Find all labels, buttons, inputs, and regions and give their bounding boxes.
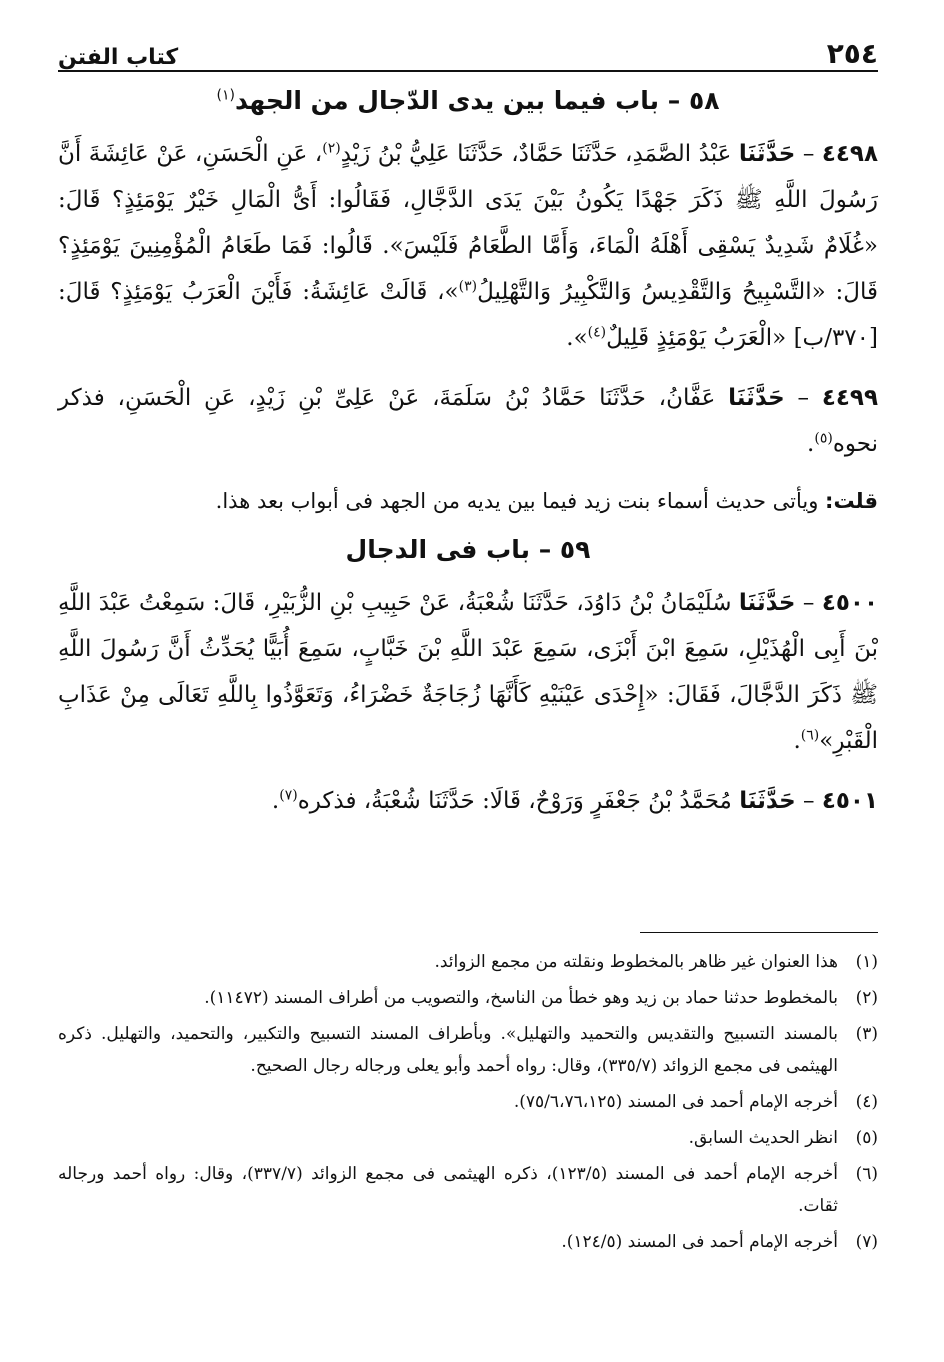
footnote-marker: (٣): [855, 1024, 878, 1044]
chapter-heading-58: [58, 86, 878, 115]
hadith-text: »، قَالَتْ عَائِشَةُ: فَأَيْنَ الْعَرَبُ يَوْمَئِذٍ؟ قَالَ: [٣٧٠/ب] «الْعَرَبُ يَوْمَئِذٍ قَلِيلٌ: [58, 279, 878, 351]
hadith-text: .: [271, 788, 280, 814]
footnote-text: هذا العنوان غير ظاهر بالمخطوط ونقلته من مجمع الزوائد.: [434, 952, 838, 972]
editor-note: [58, 481, 878, 521]
hadith-text: .: [807, 431, 815, 457]
hadith-4501: [58, 778, 878, 824]
hadith-text: مُحَمَّدُ بْنُ جَعْفَرٍ وَرَوْحٌ، قَالَا: حَدَّثَنَا شُعْبَةُ، فذكره: [297, 788, 740, 814]
hadith-text: سُلَيْمَانُ بْنُ دَاوُدَ، حَدَّثَنَا شُعْبَةُ، عَنْ حَبِيبِ بْنِ الزُّبَيْرِ، قَالَ: سَمِعْتُ عَبْدَ اللَّهِ بْنَ أَبِى الْهُذَيْلِ، سَمِعَ ابْنَ أَبْزَى، سَمِعَ عَبْدَ اللَّهِ بْنَ خَبَّابٍ، سَمِعَ أُبَيًّا يُحَدِّثُ أَنَّ رَسُولَ اللَّهِ ﷺ ذَكَرَ الدَّجَّالَ، فَقَالَ: «إِحْدَى عَيْنَيْهِ كَأَنَّهَا زُجَاجَةٌ خَضْرَاءُ، وَتَعَوَّذُوا بِاللَّهِ تَعَالَى مِنْ عَذَابِ الْقَبْرِ»: [58, 590, 878, 754]
footnote-7: [58, 1226, 878, 1258]
footnote-text: أخرجه الإمام أحمد فى المسند (١٢٤/٥).: [561, 1232, 838, 1252]
footnote-ref: (١): [216, 87, 235, 104]
hadith-dash: –: [795, 590, 822, 616]
hadith-text: عَبْدُ الصَّمَدِ، حَدَّثَنَا حَمَّادٌ، حَدَّثَنَا عَلِيُّ بْنُ زَيْدٍ: [340, 141, 739, 167]
hadith-opening: حَدَّثَنَا: [739, 788, 796, 814]
footnote-3: [58, 1018, 878, 1082]
hadith-opening: حَدَّثَنَا: [738, 141, 796, 167]
footnotes: [58, 946, 878, 1262]
hadith-text: عَفَّانُ، حَدَّثَنَا حَمَّادُ بْنُ سَلَمَةَ، عَنْ عَلِىِّ بْنِ زَيْدٍ، عَنِ الْحَسَنِ، فذكر نحوه: [58, 385, 878, 457]
footnote-ref: (٦): [800, 727, 820, 744]
footnote-marker: (٥): [855, 1128, 878, 1148]
footnote-text: بالمسند التسبيح والتقديس والتحميد والتهليل». وبأطراف المسند التسبيح والتكبير، والتحميد، والتهليل. ذكره الهيثمى فى مجمع الزوائد (٣٣٥/٧)، وقال: رواه أحمد وأبو يعلى ورجاله رجال الصحيح.: [58, 1024, 838, 1076]
hadith-dash: –: [784, 385, 822, 411]
footnote-1: [58, 946, 878, 978]
hadith-4498: [58, 131, 878, 361]
hadith-dash: –: [795, 141, 822, 167]
hadith-opening: حَدَّثَنَا: [728, 385, 785, 411]
hadith-number: ٤٤٩٩: [821, 385, 878, 411]
footnote-text: انظر الحديث السابق.: [688, 1128, 838, 1148]
running-head: [58, 30, 878, 72]
hadith-number: ٤٥٠١: [821, 788, 878, 814]
page: [58, 30, 878, 1252]
hadith-text: ، عَنِ الْحَسَنِ، عَنْ عَائِشَةَ أَنَّ رَسُولَ اللَّهِ ﷺ ذَكَرَ جَهْدًا يَكُونُ بَيْنَ يَدَى الدَّجَّالِ، فَقَالُوا: أَىُّ الْمَالِ خَيْرٌ يَوْمَئِذٍ؟ قَالَ: «غُلَامٌ شَدِيدٌ يَسْقِى أَهْلَهُ الْمَاءَ، وَأَمَّا الطَّعَامُ فَلَيْسَ». قَالُوا: فَمَا طَعَامُ الْمُؤْمِنِينَ يَوْمَئِذٍ؟ قَالَ: «التَّسْبِيحُ وَالتَّقْدِيسُ وَالتَّكْبِيرُ وَالتَّهْلِيلُ: [58, 141, 878, 305]
hadith-4500: [58, 580, 878, 764]
page-number: ٢٥٤: [826, 37, 878, 70]
footnote-marker: (٢): [855, 988, 878, 1008]
hadith-text: ».: [566, 325, 588, 351]
editor-note-text: ويأتى حديث أسماء بنت زيد فيما بين يديه من الجهد فى أبواب بعد هذا.: [215, 489, 826, 513]
footnote-text: أخرجه الإمام أحمد فى المسند (٧٥/٦،٧٦،١٢٥).: [513, 1092, 838, 1112]
footnote-text: أخرجه الإمام أحمد فى المسند (١٢٣/٥)، ذكره الهيثمى فى مجمع الزوائد (٣٣٧/٧)، وقال: رواه أحمد ورجاله ثقات.: [58, 1164, 838, 1216]
hadith-opening: حَدَّثَنَا: [738, 590, 796, 616]
book-title: كتاب الفتن: [58, 45, 179, 70]
footnote-ref: (٢): [322, 140, 341, 157]
footnote-marker: (٧): [855, 1232, 878, 1252]
chapter-title: ٥٨ – باب فيما بين يدى الدّجال من الجهد: [234, 86, 720, 115]
footnote-5: [58, 1122, 878, 1154]
footnote-ref: (٥): [814, 430, 833, 447]
footnote-ref: (٧): [279, 787, 298, 804]
footnote-marker: (١): [855, 952, 878, 972]
chapter-title: ٥٩ – باب فى الدجال: [345, 535, 591, 564]
chapter-heading-59: [58, 535, 878, 564]
footnote-divider: [640, 932, 878, 933]
editor-note-label: قلت:: [825, 489, 878, 513]
footnote-marker: (٤): [855, 1092, 878, 1112]
footnote-4: [58, 1086, 878, 1118]
footnote-2: [58, 982, 878, 1014]
hadith-dash: –: [795, 788, 822, 814]
footnote-ref: (٤): [587, 324, 607, 341]
hadith-number: ٤٥٠٠: [821, 590, 878, 616]
footnote-ref: (٣): [458, 278, 478, 295]
hadith-number: ٤٤٩٨: [821, 141, 878, 167]
footnote-text: بالمخطوط حدثنا حماد بن زيد وهو خطأ من الناسخ، والتصويب من أطراف المسند (١١٤٧٢).: [204, 988, 838, 1008]
footnote-marker: (٦): [855, 1164, 878, 1184]
hadith-4499: [58, 375, 878, 467]
footnote-6: [58, 1158, 878, 1222]
hadith-text: .: [793, 728, 801, 754]
